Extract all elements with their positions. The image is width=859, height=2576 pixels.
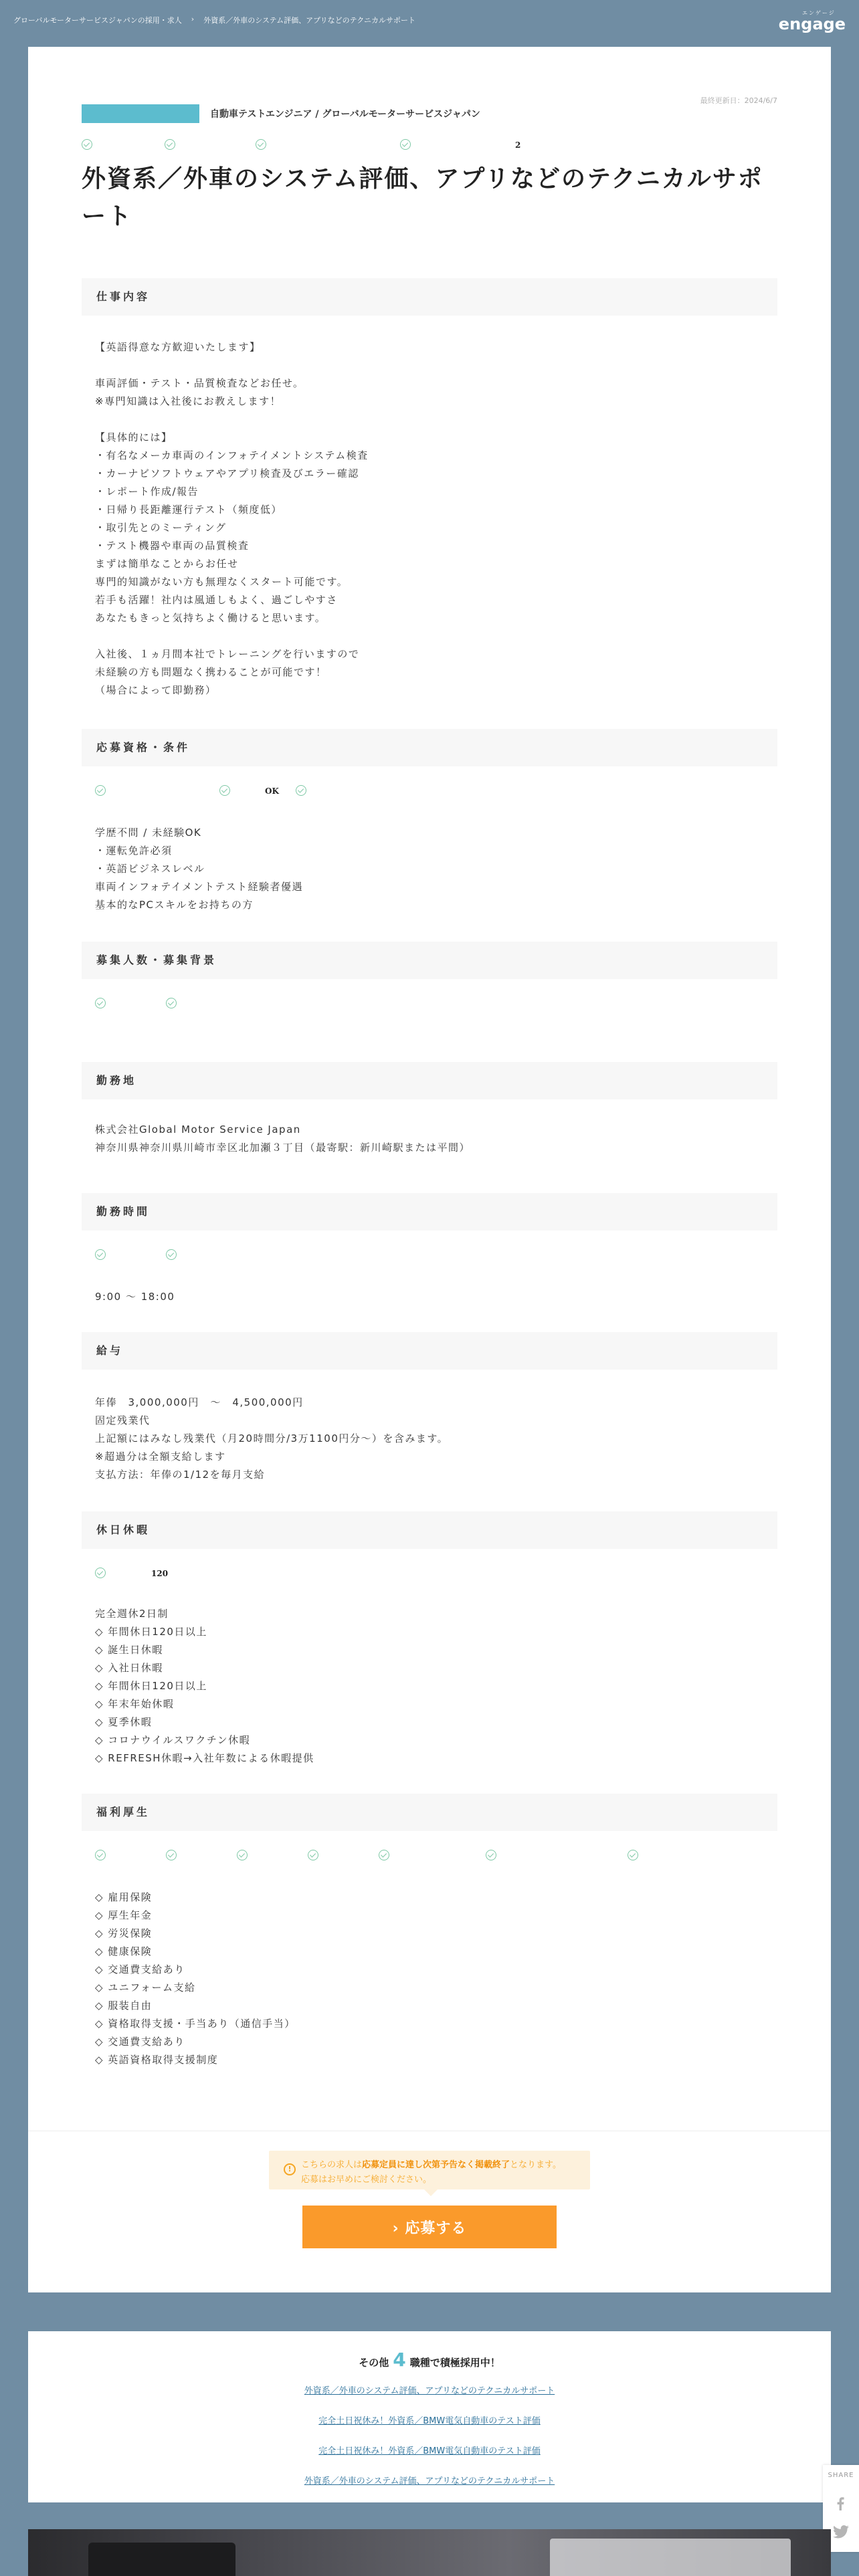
facebook-icon[interactable]: [834, 2497, 848, 2510]
working-hours-text: 9:00 〜 18:00: [95, 1291, 175, 1303]
engage-logo[interactable]: エンゲージ engage: [778, 10, 846, 33]
share-label: SHARE: [828, 2472, 854, 2479]
top-bar: [0, 0, 859, 45]
holidays-checks: [95, 1565, 777, 1581]
check-icon: [95, 1568, 106, 1578]
job-category-bar: [82, 104, 199, 123]
requirements-mark-text: OK: [265, 786, 279, 796]
holidays-mark-text: 120: [151, 1569, 169, 1578]
location-text: 株式会社Global Motor Service Japan 神奈川県神奈川県川崎市幸区北加瀬３丁目（最寄駅：新川崎駅または平間）: [95, 1123, 471, 1154]
other-job-link[interactable]: 完全土日祝休み！外資系／BMW電気自動車のテスト評価: [318, 2416, 541, 2426]
working-hours-checks: [95, 1247, 777, 1263]
job-subtitle: 自動車テストエンジニア / グローバルモーターサービスジャパン: [210, 109, 480, 120]
page-title: 外資系／外車のシステム評価、アプリなどのテクニカルサポート: [82, 165, 763, 230]
other-jobs-panel: [28, 2331, 831, 2502]
job-detail-card: [28, 47, 831, 2292]
section-heading-working-hours: 勤務時間: [82, 1193, 777, 1230]
benefits-text: ◇ 雇用保険 ◇ 厚生年金 ◇ 労災保険 ◇ 健康保険 ◇ 交通費支給あり ◇ ユニフォーム支給 ◇ 服装自由 ◇ 資格取得支援・手当あり（通信手当） ◇ 交通費支給あり ◇ 英語資格取得支援制度: [95, 1891, 296, 2066]
requirements-checks: [95, 782, 777, 798]
job-description-text: 【英語得意な方歓迎いたします】 車両評価・テスト・品質検査などお任せ。 ※専門知識は入社後にお教えします！ 【具体的には】 ・有名なメーカ車両のインフォテイメントシステム検査 ・カーナビソフトウェアやアプリ検査及びエラー確認 ・レポート作成/報告 ・日帰り長距離運行テスト（頻度低） ・取引先とのミーティング ・テスト機器や車両の品質検査 まずは簡単なことからお任せ 専門的知識がない方も無理なくスタート可能です。 若手も活躍！社内は風通しもよく、過ごしやすさ あなたもきっと気持ちよく働けると思います。 入社後、１ヵ月間本社でトレーニングを行いますので 未経験の方も問題なく携わることが可能です！ （場合によって即勤務）: [95, 341, 369, 696]
check-icon: [95, 785, 106, 796]
section-heading-requirements: 応募資格・条件: [82, 729, 777, 766]
check-icon: [219, 785, 230, 796]
office-photo: [28, 2529, 831, 2576]
openings-checks: [95, 995, 777, 1011]
breadcrumb: [13, 15, 415, 25]
salary-text: 年俸 3,000,000円 〜 4,500,000円 固定残業代 上記額にはみなし残業代（月20時間分/3万1100円分〜）を含みます。 ※超過分は全額支給します 支払方法：年俸の1/12を毎月支給: [95, 1396, 449, 1481]
chevron-right-icon: ›: [392, 2220, 405, 2237]
check-icon: [628, 1850, 638, 1860]
other-job-link[interactable]: 外資系／外車のシステム評価、アプリなどのテクニカルサポート: [304, 2476, 555, 2486]
check-icon: [166, 1850, 177, 1860]
check-icon: [82, 139, 92, 150]
breadcrumb-company-link[interactable]: グローバルモーターサービスジャパンの採用・求人: [13, 16, 182, 25]
deadline-notice: ! こちらの求人は応募定員に達し次第予告なく掲載終了となります。 応募はお早めにご検討ください。: [269, 2151, 590, 2189]
check-icon: [95, 1850, 106, 1860]
other-jobs-count: 4: [393, 2349, 406, 2371]
check-icon: [166, 1249, 177, 1260]
requirements-text: 学歴不問 / 未経験OK ・運転免許必須 ・英語ビジネスレベル 車両インフォテイメントテスト経験者優遇 基本的なPCスキルをお持ちの方: [95, 827, 303, 911]
job-label: [82, 104, 480, 123]
section-heading-job-description: 仕事内容: [82, 278, 777, 316]
section-heading-openings: 募集人数・募集背景: [82, 942, 777, 979]
check-icon: [166, 998, 177, 1008]
section-heading-holidays: 休日休暇: [82, 1511, 777, 1549]
benefits-checks: [95, 1847, 777, 1863]
alert-icon: !: [284, 2163, 296, 2175]
check-icon: [95, 998, 106, 1008]
other-jobs-heading: その他 4 職種で積極採用中！: [359, 2349, 500, 2371]
check-icon: [256, 139, 266, 150]
check-icon: [400, 139, 411, 150]
holidays-text: 完全週休2日制 ◇ 年間休日120日以上 ◇ 誕生日休暇 ◇ 入社日休暇 ◇ 年間休日120日以上 ◇ 年末年始休暇 ◇ 夏季休暇 ◇ コロナウイルスワクチン休暇 ◇ REFRESH休暇→入社年数による休暇提供: [95, 1608, 314, 1764]
last-updated: 最終更新日：2024/6/7: [700, 96, 777, 105]
check-icon: [237, 1850, 248, 1860]
apply-button[interactable]: › 応募する: [302, 2206, 557, 2248]
other-jobs-list: [28, 2383, 831, 2504]
section-heading-salary: 給与: [82, 1332, 777, 1370]
breadcrumb-current: 外資系／外車のシステム評価、アプリなどのテクニカルサポート: [203, 16, 416, 25]
check-icon: [308, 1850, 318, 1860]
feature-text: 2: [515, 140, 521, 150]
check-icon: [95, 1249, 106, 1260]
check-icon: [165, 139, 175, 150]
feature-checks: [82, 136, 777, 152]
twitter-icon[interactable]: [833, 2525, 849, 2539]
other-job-link[interactable]: 外資系／外車のシステム評価、アプリなどのテクニカルサポート: [304, 2386, 555, 2396]
section-heading-location: 勤務地: [82, 1062, 777, 1099]
chevron-right-icon: ›: [191, 15, 195, 23]
other-job-link[interactable]: 完全土日祝休み！外資系／BMW電気自動車のテスト評価: [318, 2446, 541, 2456]
check-icon: [379, 1850, 389, 1860]
check-icon: [296, 785, 306, 796]
section-heading-benefits: 福利厚生: [82, 1794, 777, 1831]
check-icon: [486, 1850, 496, 1860]
notice-emphasis: 応募定員に達し次第予告なく掲載終了: [362, 2160, 510, 2170]
